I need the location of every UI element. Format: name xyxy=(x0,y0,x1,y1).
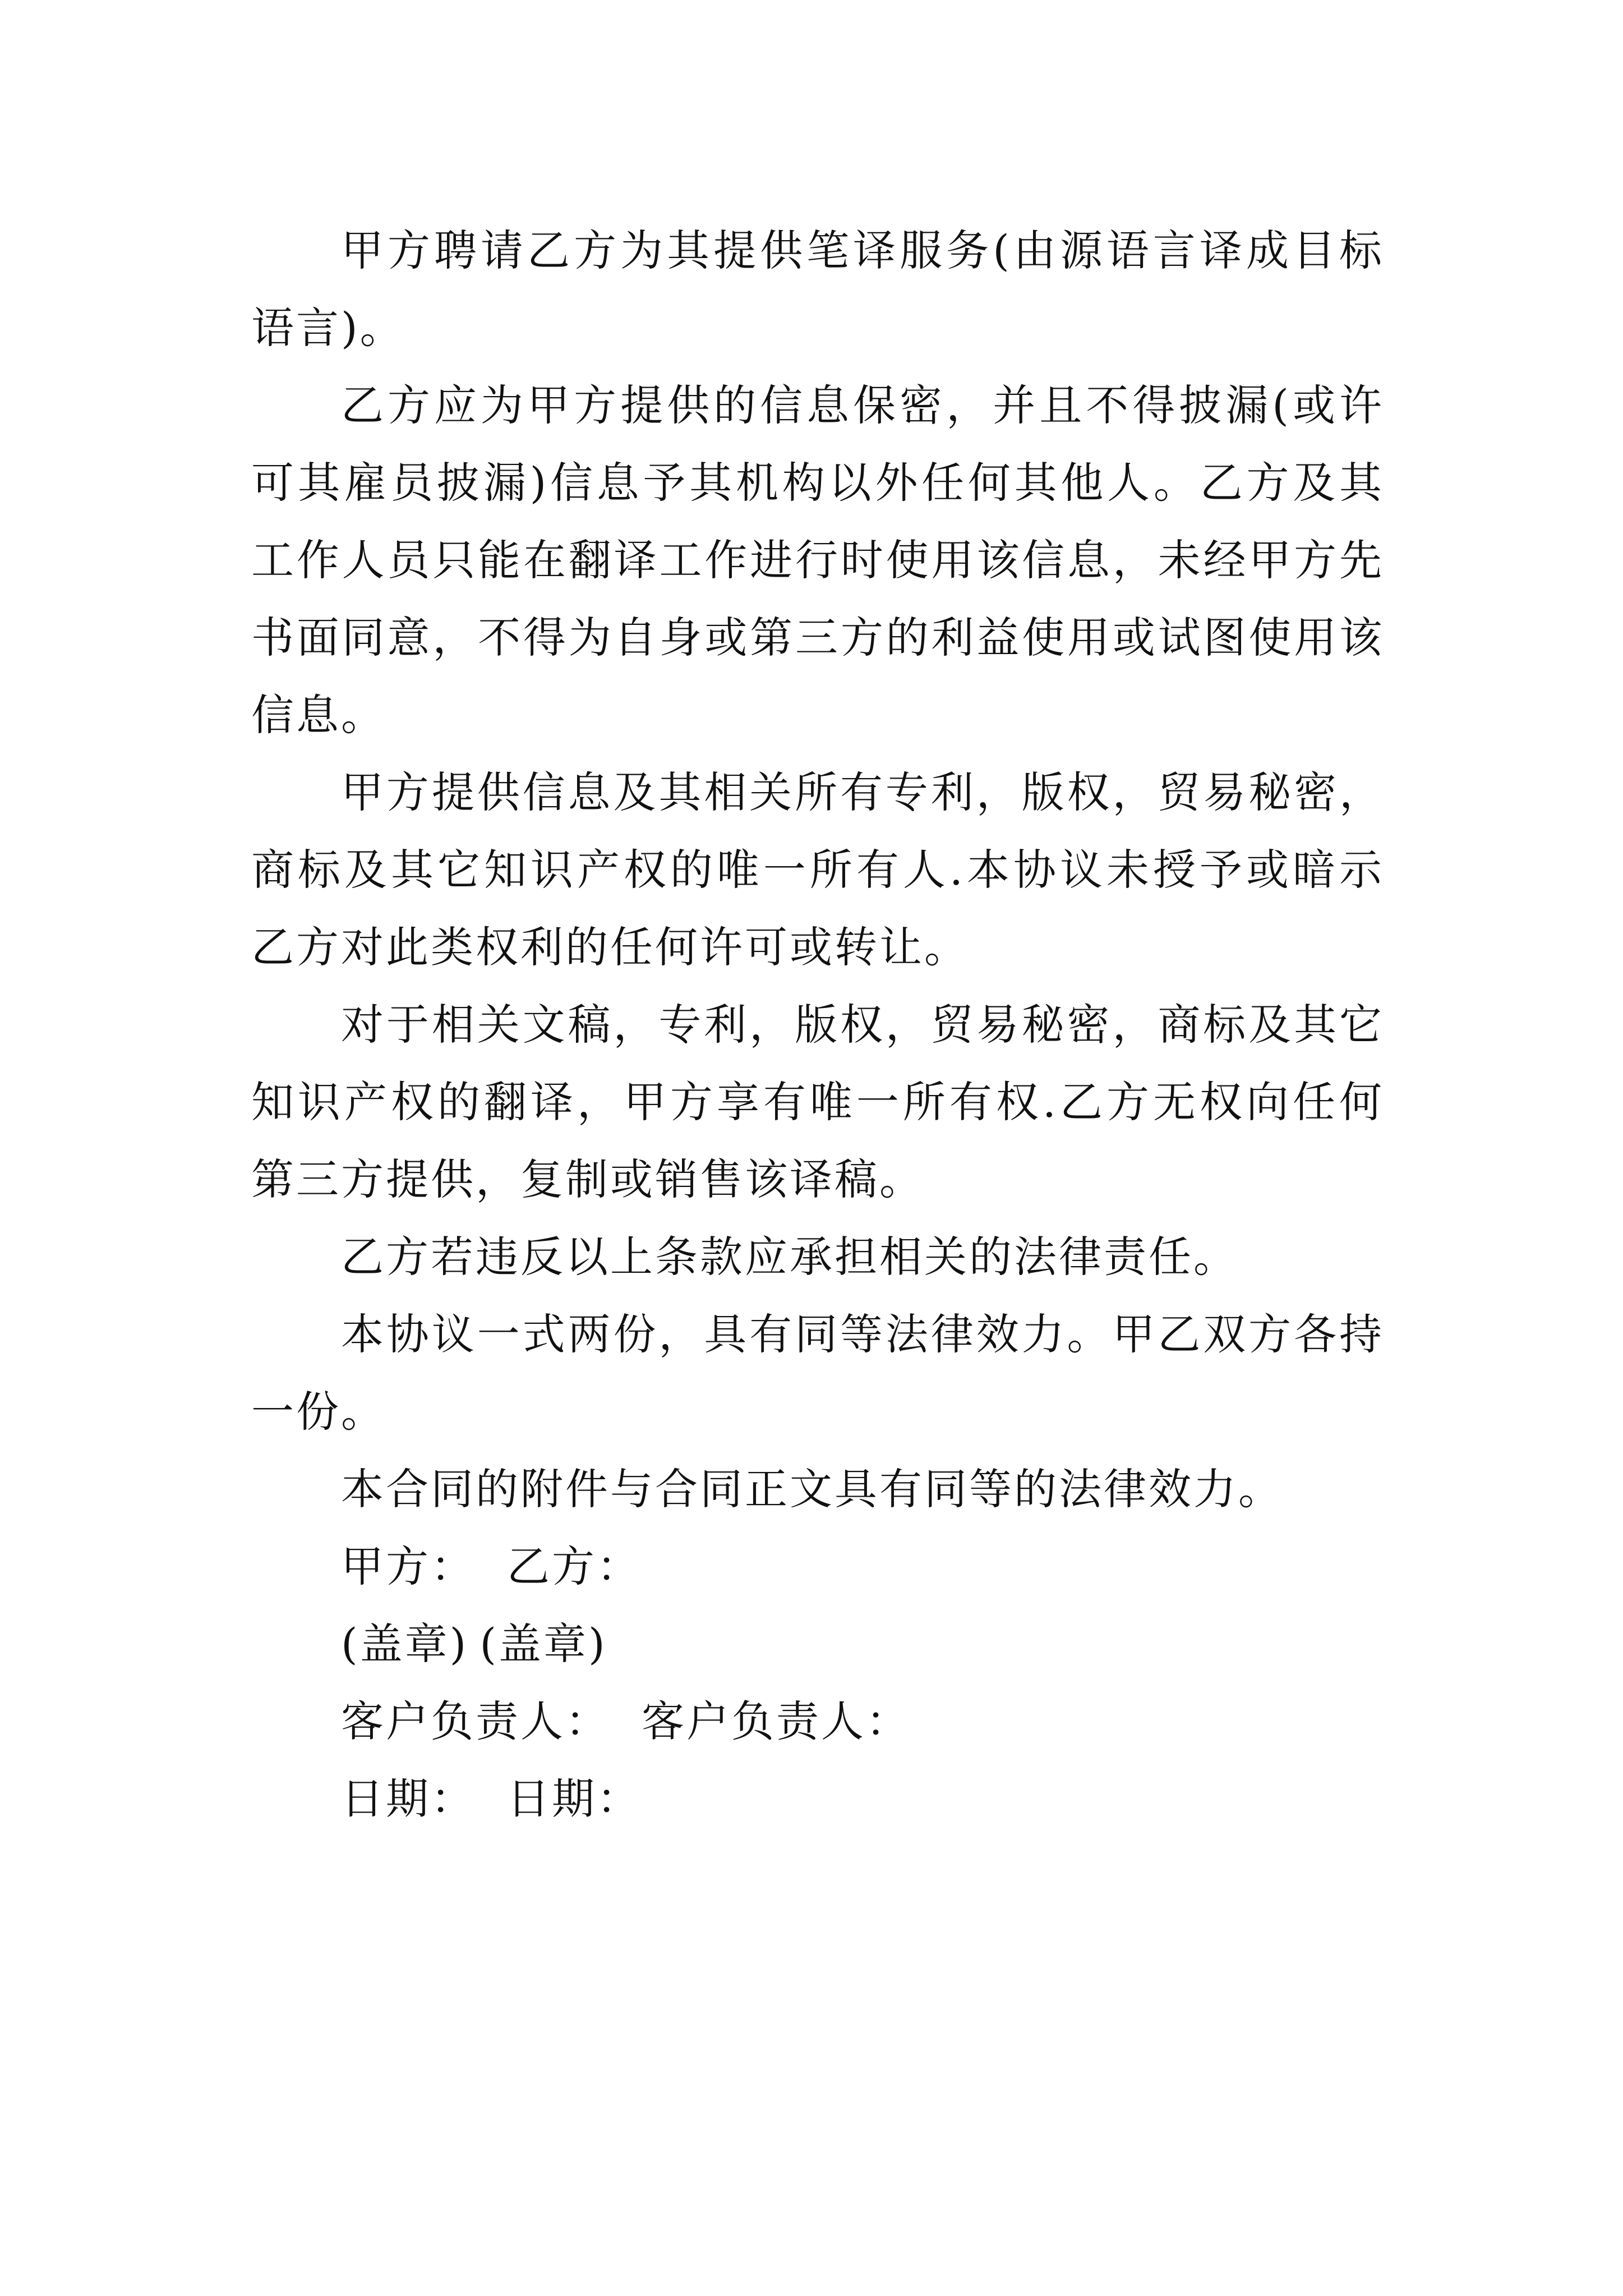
paragraph-liability: 乙方若违反以上条款应承担相关的法律责任。 xyxy=(341,1232,1238,1282)
paragraph-ownership: 甲方提供信息及其相关所有专利，版权，贸易秘密，商标及其它知识产权的唯一所有人.本协议未授予或暗示乙方对此类权利的任何许可或转让。 xyxy=(251,767,1384,972)
party-a-label: 甲方： xyxy=(341,1542,476,1591)
rep-a-label: 客户负责人： xyxy=(341,1696,610,1746)
date-b-label: 日期： xyxy=(507,1774,642,1824)
paragraph-service-scope: 甲方聘请乙方为其提供笔译服务(由源语言译成目标语言)。 xyxy=(251,226,1384,353)
paragraph-confidentiality: 乙方应为甲方提供的信息保密，并且不得披漏(或许可其雇员披漏)信息予其机构以外任何其他人。乙方及其工作人员只能在翻译工作进行时使用该信息，未经甲方先书面同意，不得为自身或第三方的利益使用或试图使用该信息。 xyxy=(251,380,1384,740)
date-a-label: 日期： xyxy=(341,1774,476,1824)
signature-representative-row xyxy=(251,1683,1384,1760)
rep-b-label: 客户负责人： xyxy=(642,1696,911,1746)
document-page xyxy=(251,212,1384,1838)
signature-seal-row xyxy=(251,1605,1384,1683)
signature-date-row xyxy=(251,1760,1384,1838)
seal-a-label: (盖章) xyxy=(341,1619,469,1669)
paragraph-copies: 本协议一式两份，具有同等法律效力。甲乙双方各持一份。 xyxy=(251,1309,1384,1437)
seal-b-label: (盖章) xyxy=(479,1619,607,1669)
signature-parties-row xyxy=(251,1528,1384,1605)
paragraph-translation-rights: 对于相关文稿，专利，版权，贸易秘密，商标及其它知识产权的翻译，甲方享有唯一所有权.乙方无权向任何第三方提供，复制或销售该译稿。 xyxy=(251,1000,1384,1204)
party-b-label: 乙方： xyxy=(507,1542,642,1591)
paragraph-attachments: 本合同的附件与合同正文具有同等的法律效力。 xyxy=(341,1464,1283,1514)
